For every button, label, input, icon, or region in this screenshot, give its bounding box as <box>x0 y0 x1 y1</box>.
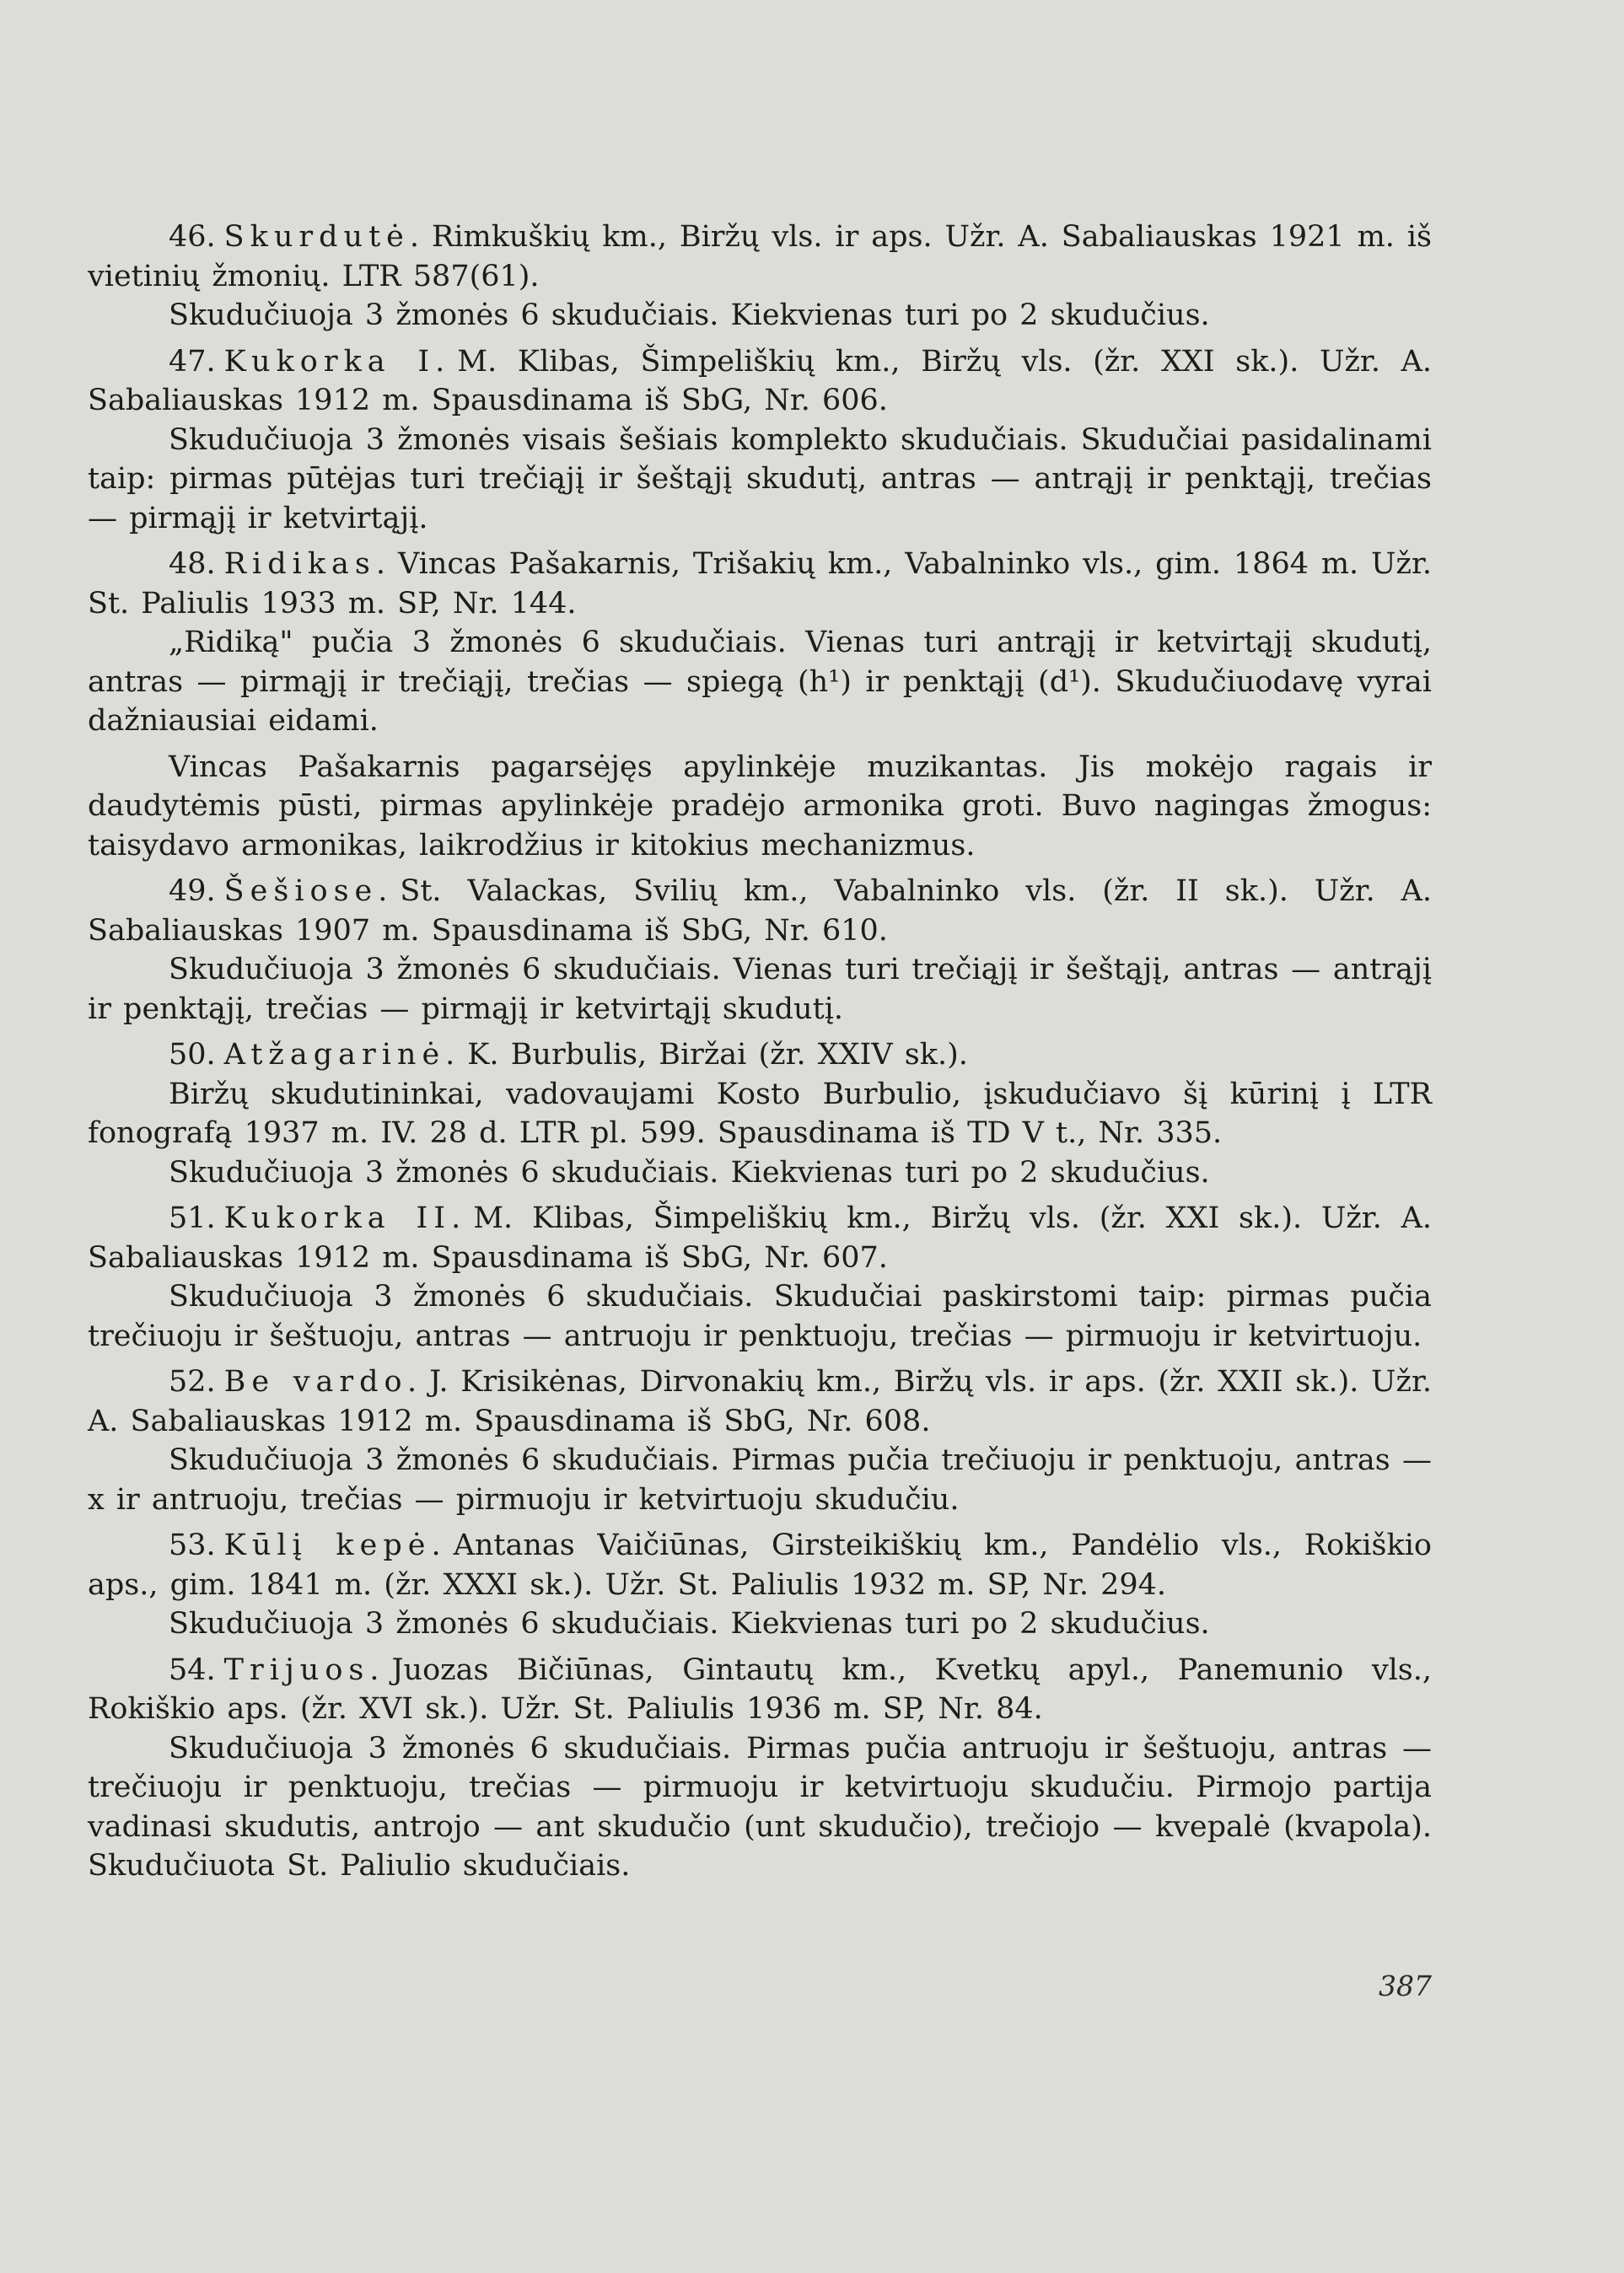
entry-number: 53. <box>169 1529 216 1562</box>
entry-source: J. Krisikėnas, Dirvonakių km., Biržų vls. ir aps. (žr. XXII sk.). Užr. A. Sabaliauskas 1912 m. Spausdinama iš SbG, Nr. 608. <box>88 1365 1433 1438</box>
entry-title: Kūlį kepė. <box>223 1529 447 1562</box>
entry-paragraph: Skudučiuoja 3 žmonės 6 skudučiais. Pirmas pučia trečiuoju ir penktuoju, antras — x ir antruoju, trečias — pirmuoju ir ketvirtuoju skudučiu. <box>88 1443 1432 1517</box>
entry-source: Antanas Vaičiūnas, Girsteikiškių km., Pandėlio vls., Rokiškio aps., gim. 1841 m. (žr. XXXI sk.). Užr. St. Paliulis 1932 m. SP, Nr. 294. <box>88 1529 1432 1602</box>
entry-source: St. Valackas, Svilių km., Vabalninko vls. (žr. II sk.). Užr. A. Sabaliauskas 1907 m. Spausdinama iš SbG, Nr. 610. <box>88 874 1432 948</box>
entry-47 <box>88 342 1432 539</box>
entry-paragraph: Skudučiuoja 3 žmonės 6 skudučiais. Vienas turi trečiąjį ir šeštąjį, antras — antrąjį ir penktąjį, trečias — pirmąjį ir ketvirtąjį skudutį. <box>88 953 1432 1026</box>
entry-source: M. Klibas, Šimpeliškių km., Biržų vls. (žr. XXI sk.). Užr. A. Sabaliauskas 1912 m. Spausdinama iš SbG, Nr. 606. <box>88 344 1432 417</box>
entry-heading <box>88 218 1432 296</box>
text-block <box>88 218 1432 1893</box>
entry-heading <box>88 342 1432 421</box>
entry-title: Atžagarinė. <box>223 1038 461 1072</box>
entry-number: 48. <box>169 547 216 581</box>
entry-paragraph: Skudučiuoja 3 žmonės 6 skudučiais. Kiekvienas turi po 2 skudučius. <box>169 298 1210 332</box>
entry-paragraph: Skudučiuoja 3 žmonės 6 skudučiais. Pirmas pučia antruoju ir šeštuoju, antras — trečiuoju ir penktuoju, trečias — pirmuoju ir ketvirtuoju skudučiu. Pirmojo partija vadinasi skudutis, antrojo — ant skudučio (unt skudučio), trečiojo — kvepalė (kvapola). Skudučiuota St. Paliulio skudučiais. <box>88 1731 1432 1883</box>
entry-49 <box>88 872 1432 1029</box>
entry-number: 52. <box>169 1365 216 1399</box>
entry-46 <box>88 218 1432 336</box>
entry-title: Šešiose. <box>223 874 394 908</box>
entry-heading <box>88 1526 1432 1604</box>
entry-heading <box>88 1651 1432 1729</box>
entry-paragraph: „Ridiką" pučia 3 žmonės 6 skudučiais. Vienas turi antrąjį ir ketvirtąjį skudutį, antras — pirmąjį ir trečiąjį, trečias — spiegą (h¹) ir penktąjį (d¹). Skudučiuodavę vyrai dažniausiai eidami. <box>88 626 1432 738</box>
entry-title: Skurdutė. <box>223 220 425 254</box>
entry-48 <box>88 545 1432 865</box>
entry-paragraph: Skudučiuoja 3 žmonės visais šešiais komplekto skudučiais. Skudučiai pasidalinami taip: pirmas pūtėjas turi trečiąjį ir šeštąjį skudutį, antras — antrąjį ir penktąjį, trečias — pirmąjį ir ketvirtąjį. <box>88 422 1432 535</box>
entry-50 <box>88 1035 1432 1192</box>
entry-53 <box>88 1526 1432 1644</box>
entry-number: 49. <box>169 874 216 908</box>
entry-number: 50. <box>169 1038 216 1072</box>
entry-heading <box>88 1035 1432 1075</box>
entry-source: K. Burbulis, Biržai (žr. XXIV sk.). <box>467 1038 968 1072</box>
entry-heading <box>88 1199 1432 1277</box>
entry-title: Ridikas. <box>223 547 391 581</box>
entry-51 <box>88 1199 1432 1356</box>
entry-title: Kukorka II. <box>223 1201 467 1235</box>
entry-number: 51. <box>169 1201 216 1235</box>
entry-source: M. Klibas, Šimpeliškių km., Biržų vls. (žr. XXI sk.). Užr. A. Sabaliauskas 1912 m. Spausdinama iš SbG, Nr. 607. <box>88 1201 1432 1275</box>
page-number: 387 <box>1379 1969 1432 2002</box>
entry-title: Be vardo. <box>223 1365 423 1399</box>
entry-54 <box>88 1651 1432 1886</box>
entry-source: Juozas Bičiūnas, Gintautų km., Kvetkų apyl., Panemunio vls., Rokiškio aps. (žr. XVI sk.). Užr. St. Paliulis 1936 m. SP, Nr. 84. <box>88 1652 1432 1726</box>
entry-paragraph: Vincas Pašakarnis pagarsėjęs apylinkėje muzikantas. Jis mokėjo ragais ir daudytėmis pūsti, pirmas apylinkėje pradėjo armonika groti. Buvo nagingas žmogus: taisydavo armonikas, laikrodžius ir kitokius mechanizmus. <box>88 750 1432 862</box>
entry-title: Kukorka I. <box>223 344 451 379</box>
entry-paragraph: Biržų skudutininkai, vadovaujami Kosto Burbulio, įskudučiavo šį kūrinį į LTR fonografą 1937 m. IV. 28 d. LTR pl. 599. Spausdinama iš TD V t., Nr. 335. <box>88 1077 1432 1150</box>
entry-source: Vincas Pašakarnis, Trišakių km., Vabalninko vls., gim. 1864 m. Užr. St. Paliulis 1933 m. SP, Nr. 144. <box>88 547 1432 621</box>
entry-heading <box>88 1362 1432 1441</box>
entry-source: Rimkuškių km., Biržų vls. ir aps. Užr. A. Sabaliauskas 1921 m. iš vietinių žmonių. LTR 587(61). <box>88 220 1432 293</box>
entry-heading <box>88 545 1432 623</box>
entry-number: 46. <box>169 220 216 254</box>
entry-paragraph: Skudučiuoja 3 žmonės 6 skudučiais. Skudučiai paskirstomi taip: pirmas pučia trečiuoju ir šeštuoju, antras — antruoju ir penktuoju, trečias — pirmuoju ir ketvirtuoju. <box>88 1280 1432 1353</box>
entry-number: 54. <box>169 1652 216 1687</box>
entry-paragraph: Skudučiuoja 3 žmonės 6 skudučiais. Kiekvienas turi po 2 skudučius. <box>169 1607 1210 1641</box>
entry-heading <box>88 872 1432 950</box>
entry-52 <box>88 1362 1432 1519</box>
entry-title: Trijuos. <box>223 1652 385 1687</box>
entry-paragraph: Skudučiuoja 3 žmonės 6 skudučiais. Kiekvienas turi po 2 skudučius. <box>169 1155 1210 1190</box>
entry-number: 47. <box>169 344 216 379</box>
